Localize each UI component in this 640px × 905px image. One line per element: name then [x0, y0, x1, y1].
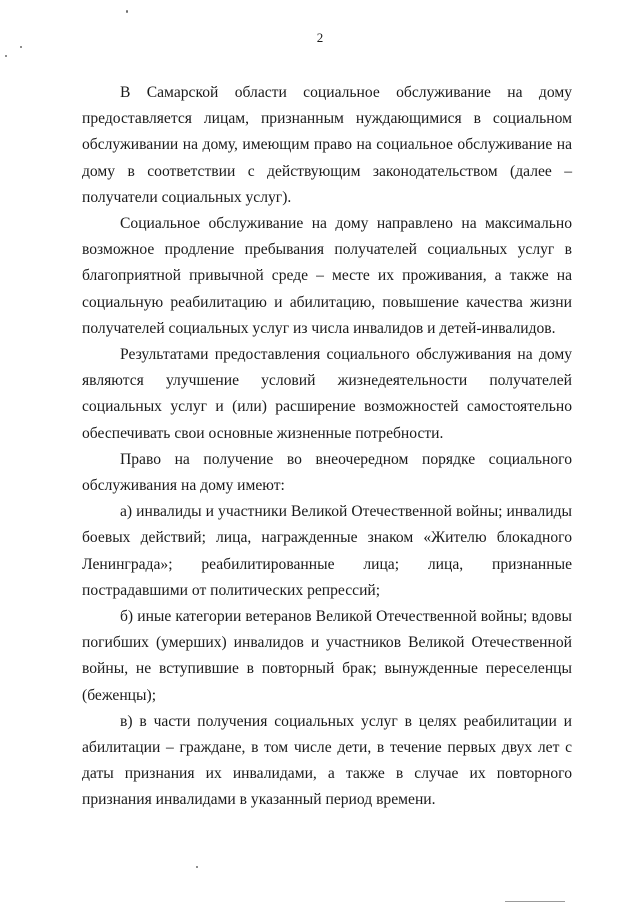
list-item-a: а) инвалиды и участники Великой Отечественной войны; инвалиды боевых действий; лица, награжденные знаком «Жителю блокадного Ленинграда»; реабилитированные лица; лица, признанные пострадавшими от политических репрессий; — [82, 503, 572, 599]
scan-edge-mark — [505, 901, 565, 902]
paragraph-service-results: Результатами предоставления социального обслуживания на дому являются улучшение условий жизнедеятельности получателей социальных услуг и (или) расширение возможностей самостоятельно обеспечивать свои основные жизненные потребности. — [82, 346, 572, 442]
list-item-v: в) в части получения социальных услуг в целях реабилитации и абилитации – граждане, в том числе дети, в течение первых двух лет с даты признания их инвалидами, а также в случае их повторного признания инвалидами в указанный период времени. — [82, 712, 572, 809]
paragraph-service-purpose: Социальное обслуживание на дому направлено на максимально возможное продление пребывания получателей социальных услуг в благоприятной привычной среде – месте их проживания, а также на социальную реабилитацию и абилитацию, повышение качества жизни получателей социальных услуг из числа инвалидов и детей-инвалидов. — [82, 215, 572, 337]
paragraph-service-recipients: В Самарской области социальное обслуживание на дому предоставляется лицам, признанным нуждающимися в социальном обслуживании на дому, имеющим право на социальное обслуживание на дому в соответствии с действующим законодательством (далее – получатели социальных услуг). — [82, 84, 572, 206]
scan-speck — [126, 10, 128, 13]
page-number: 2 — [316, 30, 324, 45]
scan-speck — [196, 866, 198, 868]
scan-speck — [20, 46, 22, 48]
paragraph-priority-right: Право на получение во внеочередном порядке социального обслуживания на дому имеют: — [82, 450, 572, 495]
document-body — [82, 80, 572, 814]
list-item-b: б) иные категории ветеранов Великой Отечественной войны; вдовы погибших (умерших) инвалидов и участников Великой Отечественной войны, не вступившие в повторный брак; вынужденные переселенцы (беженцы); — [82, 608, 572, 704]
scan-speck — [5, 55, 7, 57]
